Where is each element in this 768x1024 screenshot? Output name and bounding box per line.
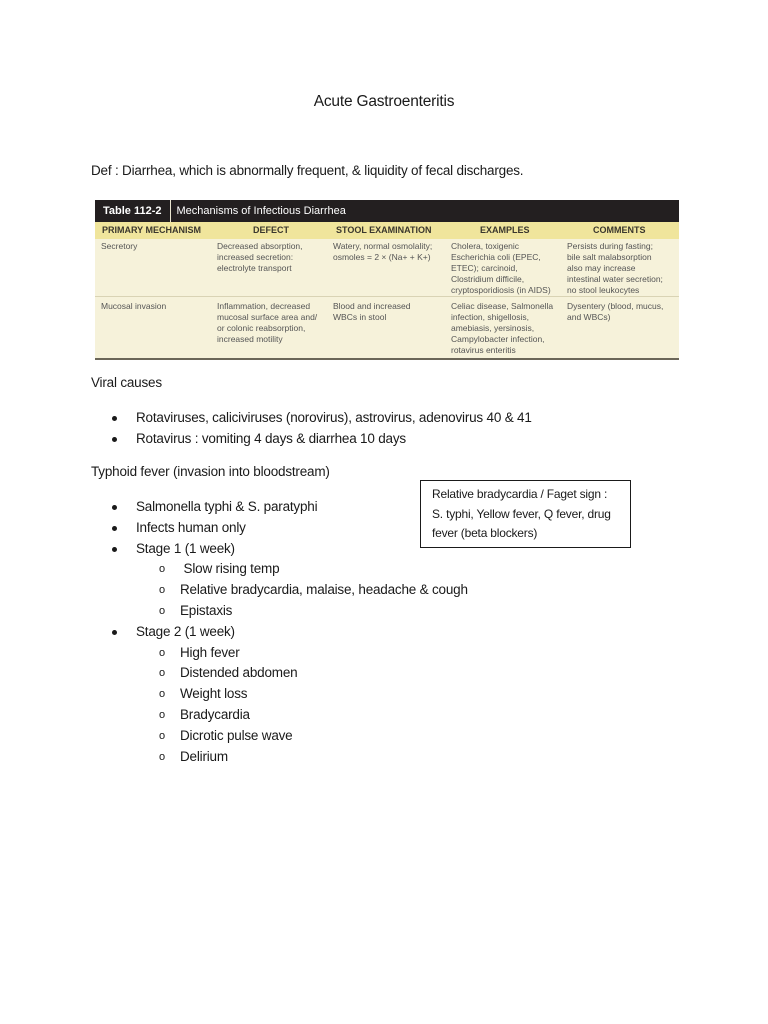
list-item-text: Stage 1 (1 week) [136, 540, 235, 556]
circle-bullet-icon: o [159, 708, 165, 721]
faget-sign-note: Relative bradycardia / Faget sign : S. typhi, Yellow fever, Q fever, drug fever (beta blockers) [420, 480, 631, 548]
bullet-icon [112, 505, 117, 510]
table-header-cell: DEFECT [253, 225, 289, 235]
sub-list-item-text: Distended abdomen [180, 665, 298, 681]
list-item-text: Infects human only [136, 519, 246, 535]
list-item [136, 429, 532, 450]
sub-list-item [136, 559, 468, 580]
viral-causes-list [136, 408, 532, 450]
sub-list-item-text: Relative bradycardia, malaise, headache & cough [180, 582, 468, 598]
sub-list-item [136, 684, 468, 705]
sub-list-item-text: Epistaxis [180, 602, 233, 618]
table-cell: Decreased absorption, increased secretion: electrolyte transport [217, 241, 303, 273]
table-cell: Watery, normal osmolality; osmoles = 2 × (Na+ + K+) [333, 241, 433, 262]
list-item [136, 408, 532, 429]
sub-list-item-text: Weight loss [180, 686, 248, 702]
table-header-cell: COMMENTS [593, 225, 646, 235]
table-cell: Cholera, toxigenic Escherichia coli (EPEC, ETEC); carcinoid, Clostridium difficile, cryptosporidiosis (in AIDS) [451, 241, 551, 295]
circle-bullet-icon: o [159, 563, 165, 576]
circle-bullet-icon: o [159, 667, 165, 680]
table-header-cell: PRIMARY MECHANISM [102, 225, 202, 235]
table-number: Table 112-2 [95, 200, 171, 222]
list-item [136, 622, 468, 643]
list-item-text: Stage 2 (1 week) [136, 623, 235, 639]
list-item-text: Rotaviruses, caliciviruses (norovirus), astrovirus, adenovirus 40 & 41 [136, 410, 532, 425]
circle-bullet-icon: o [159, 646, 165, 659]
sub-list-item [136, 726, 468, 747]
bullet-icon [112, 547, 117, 552]
table-caption-bar [95, 200, 679, 222]
sub-list-item-text: Bradycardia [180, 706, 250, 722]
table-cell: Inflammation, decreased mucosal surface area and/ or colonic reabsorption, increased motility [217, 301, 318, 344]
circle-bullet-icon: o [159, 604, 165, 617]
list-item-text: Salmonella typhi & S. paratyphi [136, 499, 318, 514]
bullet-icon [112, 416, 117, 421]
bullet-icon [112, 437, 117, 442]
table-cell: Blood and increased WBCs in stool [333, 301, 411, 322]
circle-bullet-icon: o [159, 750, 165, 763]
list-item [136, 497, 468, 518]
list-item [136, 518, 468, 539]
table-row-divider [95, 296, 679, 297]
list-item-text: Rotavirus : vomiting 4 days & diarrhea 10 days [136, 430, 406, 446]
table-cell: Dysentery (blood, mucus, and WBCs) [567, 301, 664, 322]
circle-bullet-icon: o [159, 584, 165, 597]
table-header-row [95, 222, 679, 239]
sub-list-item [136, 747, 468, 768]
list-item [136, 539, 468, 560]
mechanisms-table [95, 200, 679, 360]
table-cell: Mucosal invasion [101, 301, 167, 311]
table-header-cell: STOOL EXAMINATION [336, 225, 432, 235]
definition-text: Def : Diarrhea, which is abnormally frequent, & liquidity of fecal discharges. [91, 163, 524, 178]
page-title: Acute Gastroenteritis [313, 93, 455, 110]
sub-list-item [136, 663, 468, 684]
circle-bullet-icon: o [159, 688, 165, 701]
circle-bullet-icon: o [159, 729, 165, 742]
sub-list-item [136, 705, 468, 726]
bullet-icon [112, 526, 117, 531]
sub-list-item-text: Slow rising temp [180, 561, 280, 577]
sub-list-item [136, 643, 468, 664]
viral-causes-heading: Viral causes [91, 375, 162, 390]
table-header-cell: EXAMPLES [480, 225, 530, 235]
table-caption: Mechanisms of Infectious Diarrhea [176, 205, 346, 217]
sub-list-item-text: Delirium [180, 748, 228, 764]
table-cell: Secretory [101, 241, 138, 251]
typhoid-list [136, 497, 468, 767]
sub-list-item [136, 580, 468, 601]
table-cell: Persists during fasting; bile salt malabsorption also may increase intestinal water secretion; no stool leukocytes [567, 241, 663, 295]
table-cell: Celiac disease, Salmonella infection, shigellosis, amebiasis, yersinosis, Campylobacter infection, rotavirus enteritis [451, 301, 554, 355]
sub-list-item-text: Dicrotic pulse wave [180, 727, 293, 743]
sub-list-item-text: High fever [180, 644, 240, 660]
bullet-icon [112, 630, 117, 635]
sub-list-item [136, 601, 468, 622]
typhoid-heading: Typhoid fever (invasion into bloodstream) [91, 464, 330, 479]
